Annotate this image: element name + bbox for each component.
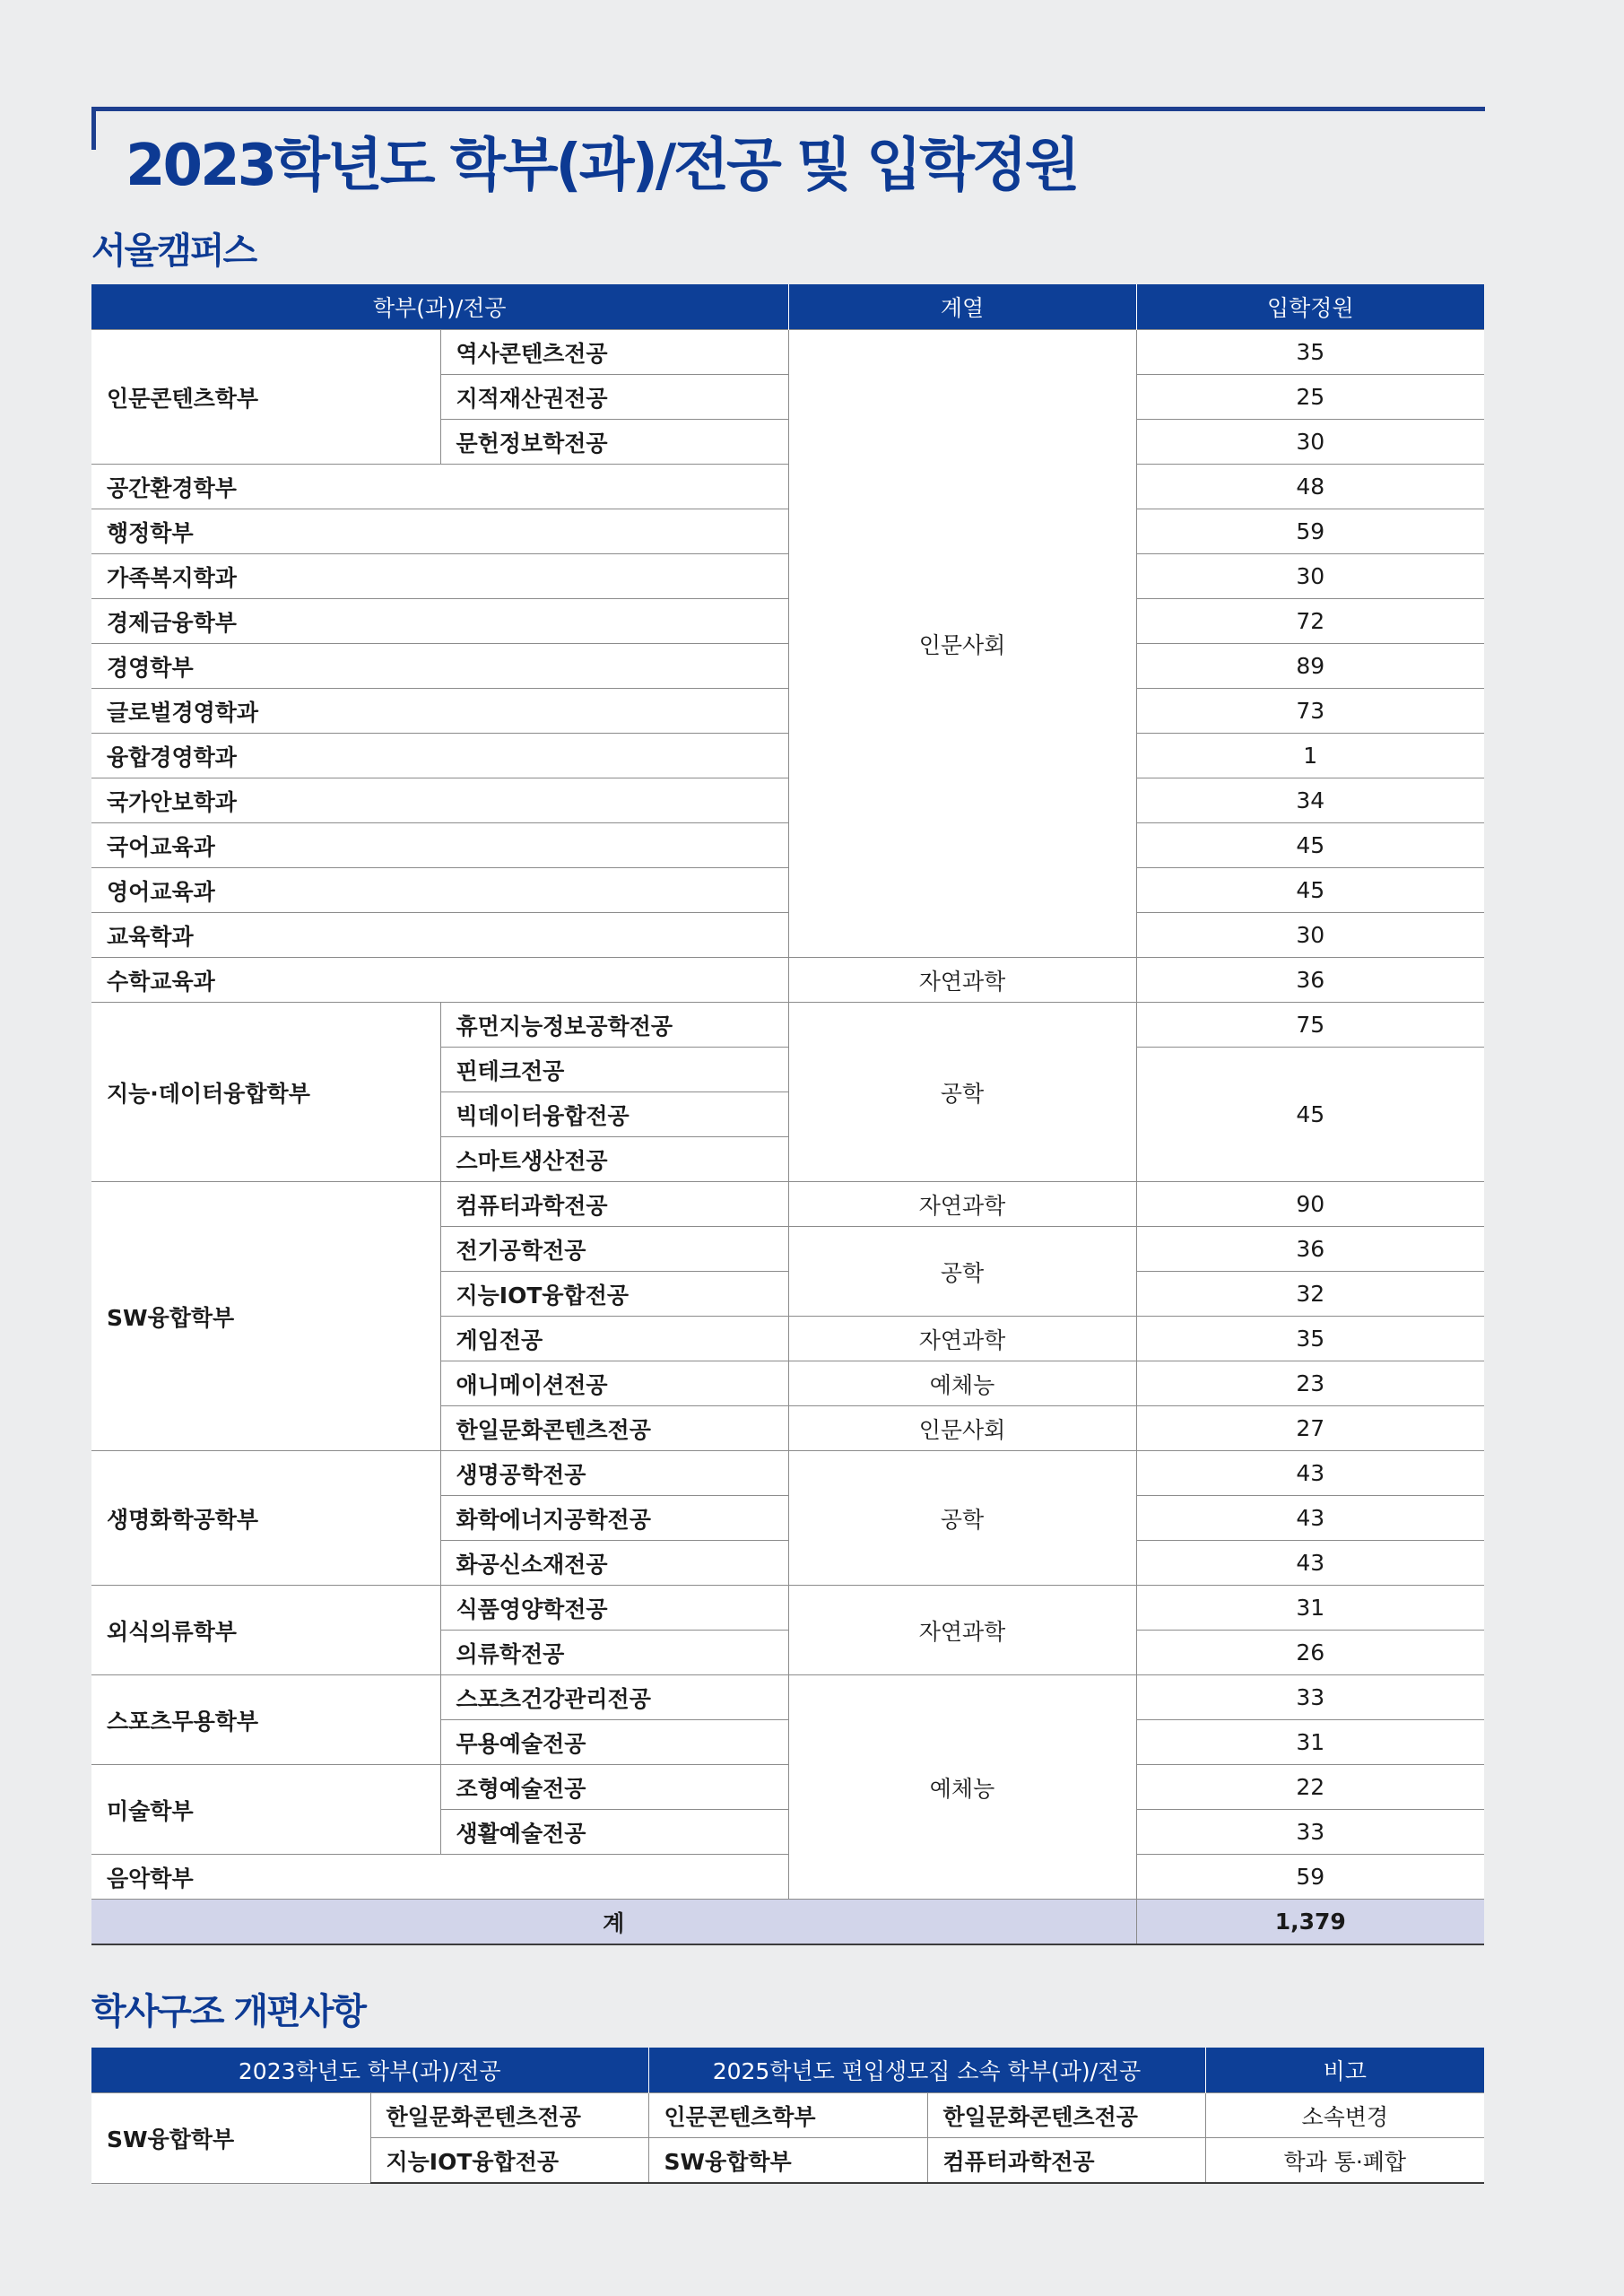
quota-cell: 25 — [1136, 375, 1484, 420]
department-cell: 영어교육과 — [91, 868, 788, 913]
major-2023-cell: 지능IOT융합전공 — [370, 2138, 648, 2184]
dept-2025-cell: SW융합학부 — [648, 2138, 927, 2184]
quota-cell: 45 — [1136, 823, 1484, 868]
major-cell: 생명공학전공 — [440, 1451, 788, 1496]
field-cell: 자연과학 — [788, 1317, 1136, 1361]
total-value: 1,379 — [1136, 1900, 1484, 1945]
major-cell: 식품영양학전공 — [440, 1586, 788, 1631]
major-cell: 전기공학전공 — [440, 1227, 788, 1272]
major-cell: 컴퓨터과학전공 — [440, 1182, 788, 1227]
major-cell: 핀테크전공 — [440, 1048, 788, 1092]
table-header-row — [91, 2048, 1484, 2093]
major-2025-cell: 한일문화콘텐츠전공 — [927, 2093, 1205, 2138]
table-row — [91, 644, 1484, 689]
department-cell: 인문콘텐츠학부 — [91, 330, 440, 465]
department-cell: 공간환경학부 — [91, 465, 788, 509]
major-cell: 빅데이터융합전공 — [440, 1092, 788, 1137]
quota-cell: 30 — [1136, 420, 1484, 465]
department-cell: 경영학부 — [91, 644, 788, 689]
major-cell: 애니메이션전공 — [440, 1361, 788, 1406]
field-cell: 인문사회 — [788, 330, 1136, 958]
table-row — [91, 734, 1484, 778]
total-row — [91, 1900, 1484, 1945]
department-cell: 교육학과 — [91, 913, 788, 958]
department-cell: 국가안보학과 — [91, 778, 788, 823]
department-cell: 행정학부 — [91, 509, 788, 554]
quota-cell: 48 — [1136, 465, 1484, 509]
major-cell: 조형예술전공 — [440, 1765, 788, 1810]
major-cell: 스마트생산전공 — [440, 1137, 788, 1182]
quota-cell: 27 — [1136, 1406, 1484, 1451]
major-cell: 지능IOT융합전공 — [440, 1272, 788, 1317]
table-row — [91, 599, 1484, 644]
quota-cell: 45 — [1136, 1048, 1484, 1182]
table-row — [91, 1765, 1484, 1810]
major-cell: 생활예술전공 — [440, 1810, 788, 1855]
major-cell: 화공신소재전공 — [440, 1541, 788, 1586]
major-cell: 역사콘텐츠전공 — [440, 330, 788, 375]
quota-cell: 26 — [1136, 1631, 1484, 1675]
major-2025-cell: 컴퓨터과학전공 — [927, 2138, 1205, 2184]
note-cell: 학과 통·폐합 — [1205, 2138, 1484, 2184]
admission-quota-table — [91, 284, 1484, 1945]
major-cell: 게임전공 — [440, 1317, 788, 1361]
major-cell: 한일문화콘텐츠전공 — [440, 1406, 788, 1451]
field-cell: 공학 — [788, 1003, 1136, 1182]
header-field: 계열 — [788, 284, 1136, 330]
department-cell: 생명화학공학부 — [91, 1451, 440, 1586]
header-quota: 입학정원 — [1136, 284, 1484, 330]
table-row — [91, 689, 1484, 734]
major-cell: 의류학전공 — [440, 1631, 788, 1675]
table-row — [91, 2093, 1484, 2138]
table-row — [91, 823, 1484, 868]
quota-cell: 22 — [1136, 1765, 1484, 1810]
field-cell: 예체능 — [788, 1675, 1136, 1900]
total-label: 계 — [91, 1900, 1136, 1945]
header-2025-department: 2025학년도 편입생모집 소속 학부(과)/전공 — [648, 2048, 1205, 2093]
quota-cell: 35 — [1136, 330, 1484, 375]
note-cell: 소속변경 — [1205, 2093, 1484, 2138]
field-cell: 공학 — [788, 1451, 1136, 1586]
quota-cell: 36 — [1136, 958, 1484, 1003]
department-cell: 경제금융학부 — [91, 599, 788, 644]
field-cell: 자연과학 — [788, 1182, 1136, 1227]
table-row — [91, 330, 1484, 375]
quota-cell: 90 — [1136, 1182, 1484, 1227]
quota-cell: 89 — [1136, 644, 1484, 689]
field-cell: 예체능 — [788, 1361, 1136, 1406]
major-cell: 무용예술전공 — [440, 1720, 788, 1765]
major-cell: 스포츠건강관리전공 — [440, 1675, 788, 1720]
department-cell: 외식의류학부 — [91, 1586, 440, 1675]
department-cell: 융합경영학과 — [91, 734, 788, 778]
department-cell: SW융합학부 — [91, 1182, 440, 1451]
quota-cell: 30 — [1136, 554, 1484, 599]
department-cell: 스포츠무용학부 — [91, 1675, 440, 1765]
department-cell: 가족복지학과 — [91, 554, 788, 599]
major-cell: 휴먼지능정보공학전공 — [440, 1003, 788, 1048]
quota-cell: 30 — [1136, 913, 1484, 958]
header-department-major: 학부(과)/전공 — [91, 284, 788, 330]
quota-cell: 59 — [1136, 509, 1484, 554]
quota-cell: 59 — [1136, 1855, 1484, 1900]
table-row — [91, 1003, 1484, 1048]
field-cell: 자연과학 — [788, 958, 1136, 1003]
table-row — [91, 1586, 1484, 1631]
title-frame-tick — [91, 107, 96, 150]
department-cell: 글로벌경영학과 — [91, 689, 788, 734]
major-cell: 문헌정보학전공 — [440, 420, 788, 465]
quota-cell: 75 — [1136, 1003, 1484, 1048]
department-cell: 미술학부 — [91, 1765, 440, 1855]
field-cell: 인문사회 — [788, 1406, 1136, 1451]
section-title-restructuring: 학사구조 개편사항 — [91, 1991, 366, 2032]
dept-2023-cell: SW융합학부 — [91, 2093, 370, 2184]
quota-cell: 43 — [1136, 1496, 1484, 1541]
major-2023-cell: 한일문화콘텐츠전공 — [370, 2093, 648, 2138]
quota-cell: 35 — [1136, 1317, 1484, 1361]
quota-cell: 72 — [1136, 599, 1484, 644]
quota-cell: 33 — [1136, 1675, 1484, 1720]
department-cell: 음악학부 — [91, 1855, 788, 1900]
table-row — [91, 958, 1484, 1003]
quota-cell: 43 — [1136, 1541, 1484, 1586]
header-note: 비고 — [1205, 2048, 1484, 2093]
table-row — [91, 868, 1484, 913]
quota-cell: 23 — [1136, 1361, 1484, 1406]
department-cell: 국어교육과 — [91, 823, 788, 868]
quota-cell: 34 — [1136, 778, 1484, 823]
field-cell: 공학 — [788, 1227, 1136, 1317]
table-row — [91, 1675, 1484, 1720]
field-cell: 자연과학 — [788, 1586, 1136, 1675]
quota-cell: 43 — [1136, 1451, 1484, 1496]
dept-2025-cell: 인문콘텐츠학부 — [648, 2093, 927, 2138]
major-cell: 지적재산권전공 — [440, 375, 788, 420]
quota-cell: 1 — [1136, 734, 1484, 778]
quota-cell: 45 — [1136, 868, 1484, 913]
table-row — [91, 554, 1484, 599]
quota-cell: 33 — [1136, 1810, 1484, 1855]
quota-cell: 32 — [1136, 1272, 1484, 1317]
table-row — [91, 913, 1484, 958]
quota-cell: 73 — [1136, 689, 1484, 734]
department-cell: 수학교육과 — [91, 958, 788, 1003]
title-frame-line — [91, 107, 1485, 111]
header-2023-department: 2023학년도 학부(과)/전공 — [91, 2048, 648, 2093]
department-cell: 지능·데이터융합학부 — [91, 1003, 440, 1182]
table-row — [91, 1182, 1484, 1227]
table-row — [91, 1855, 1484, 1900]
quota-cell: 31 — [1136, 1720, 1484, 1765]
table-row — [91, 1451, 1484, 1496]
quota-cell: 36 — [1136, 1227, 1484, 1272]
section-title-seoul-campus: 서울캠퍼스 — [91, 230, 256, 272]
restructuring-table — [91, 2048, 1484, 2184]
table-row — [91, 509, 1484, 554]
table-header-row — [91, 284, 1484, 330]
table-row — [91, 465, 1484, 509]
quota-cell: 31 — [1136, 1586, 1484, 1631]
page-title: 2023학년도 학부(과)/전공 및 입학정원 — [126, 133, 1078, 199]
table-row — [91, 778, 1484, 823]
major-cell: 화학에너지공학전공 — [440, 1496, 788, 1541]
